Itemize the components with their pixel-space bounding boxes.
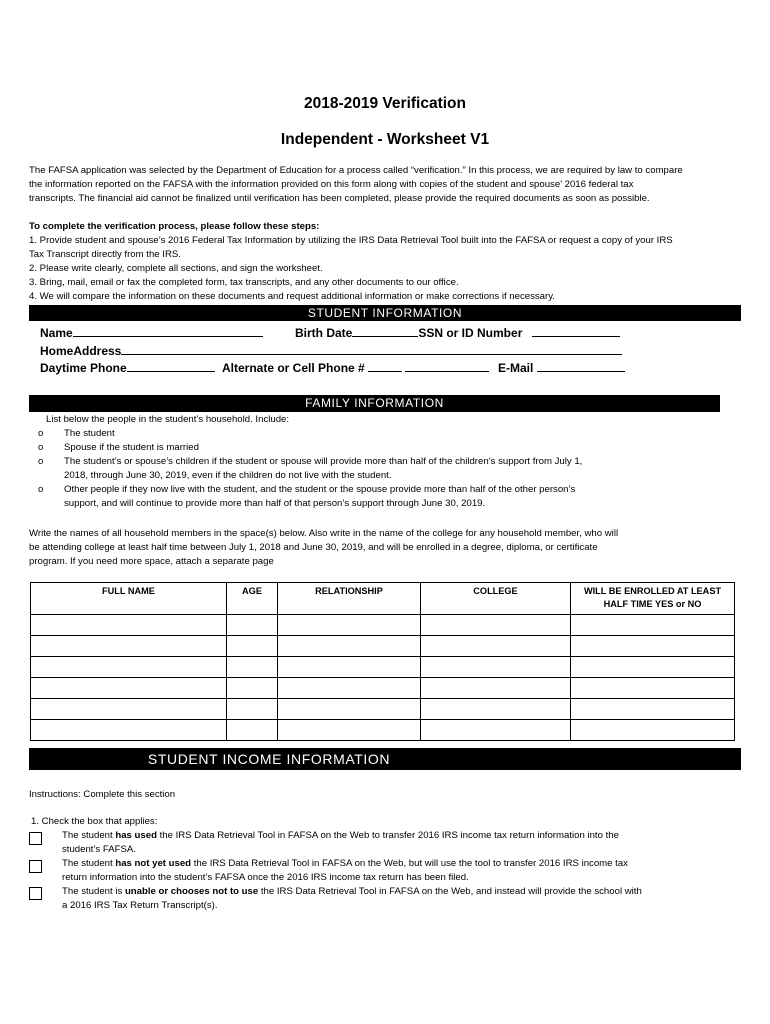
table-cell[interactable] — [31, 657, 227, 678]
step-1: 1. Provide student and spouse’s 2016 Federal Tax Information by utilizing the IRS Data Retrieval Tool built into the FAFSA or request a copy of your IRS — [29, 235, 673, 246]
table-cell[interactable] — [227, 699, 278, 720]
table-cell[interactable] — [31, 720, 227, 741]
option-emphasis: unable or chooses not to use — [124, 886, 259, 897]
family-bullet-item — [38, 441, 738, 455]
option-line — [62, 829, 742, 843]
option-line — [62, 885, 742, 899]
birth-date-label: Birth Date — [295, 326, 353, 340]
intro-paragraph — [29, 164, 749, 206]
option-line: a 2016 IRS Tax Return Transcript(s). — [62, 900, 218, 911]
col-header-college: COLLEGE — [421, 583, 571, 615]
household-table — [30, 582, 735, 741]
alt-phone-label: Alternate or Cell Phone # — [222, 361, 365, 375]
name-label: Name — [40, 326, 73, 340]
table-row[interactable] — [31, 699, 735, 720]
check-instruction: 1. Check the box that applies: — [31, 816, 158, 827]
option-line: student’s FAFSA. — [62, 844, 136, 855]
family-bullet-item — [38, 483, 738, 497]
bullet-text-cont: 2018, through June 30, 2019, even if the children do not live with the student. — [64, 470, 392, 481]
col-header-enrolled-line: HALF TIME YES or NO — [603, 599, 702, 609]
table-cell[interactable] — [227, 657, 278, 678]
home-address-field[interactable] — [40, 343, 622, 358]
student-income-information-bar — [29, 748, 741, 770]
bullet-text-cont: support, and will continue to provide more than half of that person’s support through June 30, 2019. — [64, 498, 486, 509]
option-line: return information into the student’s FAFSA once the 2016 IRS income tax return has been filed. — [62, 872, 469, 883]
col-header-relationship: RELATIONSHIP — [278, 583, 421, 615]
col-header-enrolled — [571, 583, 735, 615]
daytime-phone-input-line[interactable] — [127, 360, 215, 372]
ssn-label: SSN or ID Number — [418, 326, 523, 340]
step-4: 4. We will compare the information on these documents and request additional information or make corrections if necessary. — [29, 291, 555, 302]
table-cell[interactable] — [421, 699, 571, 720]
table-cell[interactable] — [421, 678, 571, 699]
option-has-not-yet-used-checkbox[interactable] — [29, 860, 42, 873]
bullet-text: Other people if they now live with the student, and the student or the spouse provide more than half of the other person’s — [64, 484, 576, 495]
option-text: The student — [62, 830, 116, 841]
option-text: the IRS Data Retrieval Tool in FAFSA on the Web, but will use the tool to transfer 2016 IRS income tax — [191, 858, 628, 869]
table-cell[interactable] — [31, 678, 227, 699]
option-has-not-yet-used-text — [62, 857, 742, 885]
family-bullet-item — [38, 427, 738, 441]
instructions-line: program. If you need more space, attach a separate page — [29, 556, 274, 567]
table-row[interactable] — [31, 636, 735, 657]
steps-heading: To complete the verification process, please follow these steps: — [29, 221, 320, 232]
bullet-icon: o — [38, 456, 44, 467]
option-unable-checkbox[interactable] — [29, 887, 42, 900]
home-address-label: HomeAddress — [40, 344, 122, 358]
ssn-input-line[interactable] — [532, 325, 620, 337]
table-cell[interactable] — [31, 615, 227, 636]
income-instructions: Instructions: Complete this section — [29, 789, 176, 800]
table-row[interactable] — [31, 678, 735, 699]
table-cell[interactable] — [421, 720, 571, 741]
col-header-full-name: FULL NAME — [31, 583, 227, 615]
table-cell[interactable] — [571, 615, 735, 636]
option-text: the IRS Data Retrieval Tool in FAFSA on the Web to transfer 2016 IRS income tax return information into the — [156, 830, 619, 841]
table-cell[interactable] — [571, 636, 735, 657]
table-cell[interactable] — [278, 615, 421, 636]
daytime-phone-field[interactable] — [40, 360, 215, 375]
table-cell[interactable] — [571, 720, 735, 741]
family-list — [38, 413, 738, 511]
bullet-icon: o — [38, 484, 44, 495]
option-emphasis: has used — [115, 830, 157, 841]
email-input-line[interactable] — [537, 360, 625, 372]
col-header-enrolled-line: WILL BE ENROLLED AT LEAST — [583, 586, 722, 596]
table-row[interactable] — [31, 657, 735, 678]
home-address-input-line[interactable] — [121, 343, 622, 355]
instructions-line: Write the names of all household members in the space(s) below. Also write in the name of the college for any household member, who will — [29, 528, 619, 539]
table-cell[interactable] — [278, 657, 421, 678]
step-1-cont: Tax Transcript directly from the IRS. — [29, 249, 181, 260]
option-text: the IRS Data Retrieval Tool in FAFSA on the Web, and instead will provide the school with — [258, 886, 642, 897]
option-text: The student is — [62, 886, 125, 897]
household-instructions — [29, 527, 749, 569]
family-intro: List below the people in the student’s household. Include: — [46, 414, 290, 425]
table-cell[interactable] — [421, 657, 571, 678]
birth-date-input-line[interactable] — [352, 325, 418, 337]
table-row[interactable] — [31, 720, 735, 741]
table-cell[interactable] — [278, 678, 421, 699]
option-line — [62, 857, 742, 871]
col-header-age: AGE — [227, 583, 278, 615]
family-information-bar: FAMILY INFORMATION — [29, 395, 720, 412]
name-field[interactable] — [40, 325, 263, 340]
email-label: E-Mail — [498, 361, 534, 375]
table-cell[interactable] — [278, 699, 421, 720]
page-subtitle: Independent - Worksheet V1 — [280, 131, 490, 148]
alt-phone-input-line-1[interactable] — [368, 360, 402, 372]
bullet-text: Spouse if the student is married — [64, 442, 199, 453]
table-cell[interactable] — [571, 699, 735, 720]
table-cell[interactable] — [227, 678, 278, 699]
bullet-icon: o — [38, 442, 44, 453]
table-cell[interactable] — [571, 657, 735, 678]
family-bullet-item — [38, 455, 738, 469]
table-cell[interactable] — [227, 720, 278, 741]
student-information-bar: STUDENT INFORMATION — [29, 305, 741, 321]
daytime-phone-label: Daytime Phone — [40, 361, 127, 375]
bullet-icon: o — [38, 428, 44, 439]
option-unable-text — [62, 885, 742, 913]
step-2: 2. Please write clearly, complete all sections, and sign the worksheet. — [29, 263, 323, 274]
birth-date-field[interactable] — [295, 325, 620, 340]
table-row[interactable] — [31, 615, 735, 636]
table-cell[interactable] — [31, 636, 227, 657]
option-text: The student — [62, 858, 116, 869]
option-has-used-checkbox[interactable] — [29, 832, 42, 845]
income-bar-label: STUDENT INCOME INFORMATION — [147, 751, 391, 767]
intro-line: The FAFSA application was selected by the Department of Education for a process called “verification.” In this process, we are required by law to compare — [29, 165, 683, 176]
name-input-line[interactable] — [73, 325, 263, 337]
table-cell[interactable] — [278, 720, 421, 741]
page-title: 2018-2019 Verification — [304, 95, 466, 112]
table-cell[interactable] — [31, 699, 227, 720]
bullet-text: The student’s or spouse’s children if the student or spouse will provide more than half of the children’s support from July 1, — [64, 456, 583, 467]
intro-line: the information reported on the FAFSA with the information provided on this form along with copies of the student and spouse’ 2016 federal tax — [29, 179, 634, 190]
step-3: 3. Bring, mail, email or fax the completed form, tax transcripts, and any other documents to our office. — [29, 277, 459, 288]
table-cell[interactable] — [571, 678, 735, 699]
table-header-row — [31, 583, 735, 615]
alt-phone-field[interactable] — [222, 360, 489, 375]
table-cell[interactable] — [227, 636, 278, 657]
email-field[interactable] — [498, 360, 625, 375]
table-cell[interactable] — [421, 615, 571, 636]
option-emphasis: has not yet used — [115, 858, 192, 869]
table-cell[interactable] — [421, 636, 571, 657]
option-has-used-text — [62, 829, 742, 857]
intro-line: transcripts. The financial aid cannot be finalized until verification has been completed, please provide the required documents as soon as possible. — [29, 193, 650, 204]
table-cell[interactable] — [227, 615, 278, 636]
instructions-line: be attending college at least half time between July 1, 2018 and June 30, 2019, and will be enrolled in a degree, diploma, or certificate — [29, 542, 598, 553]
bullet-text: The student — [64, 428, 115, 439]
steps-section — [29, 220, 749, 304]
alt-phone-input-line-2[interactable] — [405, 360, 489, 372]
table-cell[interactable] — [278, 636, 421, 657]
